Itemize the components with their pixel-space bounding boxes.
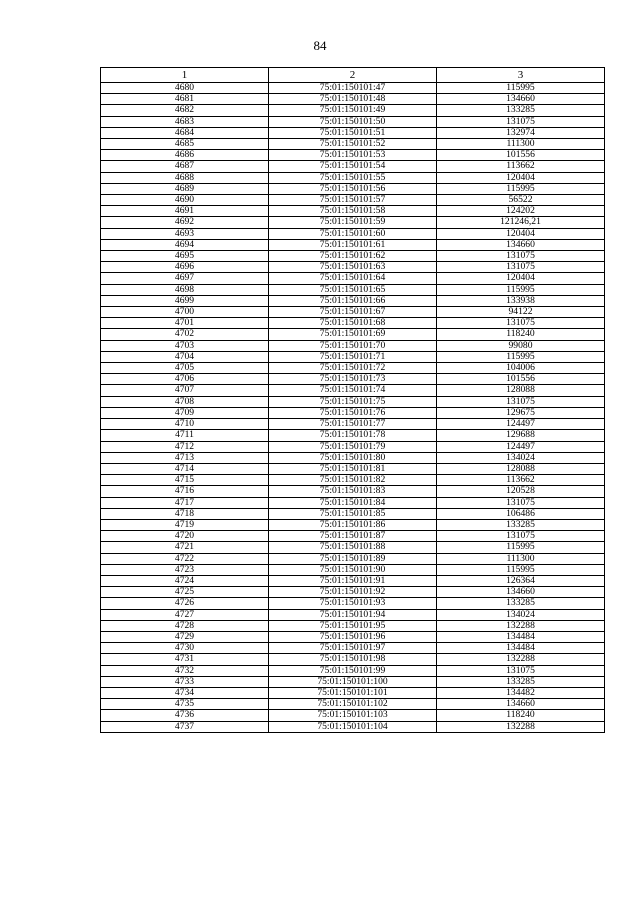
table-cell: 4714 [101,463,269,474]
table-row [101,239,605,250]
table-cell: 75:01:150101:95 [269,620,437,631]
table-cell: 134660 [437,239,605,250]
table-cell: 75:01:150101:89 [269,553,437,564]
table-cell: 4713 [101,452,269,463]
table-cell: 132288 [437,721,605,732]
table-cell: 133285 [437,105,605,116]
table-cell: 75:01:150101:70 [269,340,437,351]
table-cell: 75:01:150101:84 [269,497,437,508]
table-cell: 113662 [437,475,605,486]
page-number: 84 [313,38,327,53]
table-cell: 4729 [101,631,269,642]
table-cell: 4724 [101,575,269,586]
table-row [101,553,605,564]
table-cell: 128088 [437,463,605,474]
table-cell: 120404 [437,273,605,284]
table-cell: 131075 [437,531,605,542]
table-cell: 4695 [101,251,269,262]
table-row [101,463,605,474]
table-cell: 4690 [101,195,269,206]
table-cell: 99080 [437,340,605,351]
table-cell: 133285 [437,598,605,609]
table-cell: 75:01:150101:54 [269,161,437,172]
table-cell: 75:01:150101:85 [269,508,437,519]
table-row [101,654,605,665]
table-row [101,665,605,676]
table-cell: 115995 [437,183,605,194]
table-cell: 129675 [437,407,605,418]
table-cell: 4694 [101,239,269,250]
table-cell: 75:01:150101:78 [269,430,437,441]
table-cell: 4697 [101,273,269,284]
table-cell: 4735 [101,699,269,710]
table-cell: 75:01:150101:56 [269,183,437,194]
table-row [101,407,605,418]
table-cell: 134482 [437,687,605,698]
table-cell: 75:01:150101:55 [269,172,437,183]
table-cell: 75:01:150101:77 [269,419,437,430]
table-row [101,295,605,306]
table-cell: 124202 [437,206,605,217]
table-row [101,139,605,150]
table-row [101,251,605,262]
table-cell: 134660 [437,587,605,598]
table-row [101,419,605,430]
table-cell: 75:01:150101:81 [269,463,437,474]
table-cell: 4711 [101,430,269,441]
table-row [101,609,605,620]
table-cell: 4722 [101,553,269,564]
table-cell: 4708 [101,396,269,407]
table-cell: 75:01:150101:102 [269,699,437,710]
table-cell: 131075 [437,665,605,676]
table-cell: 75:01:150101:79 [269,441,437,452]
table-cell: 4709 [101,407,269,418]
table-row [101,228,605,239]
table-cell: 75:01:150101:72 [269,363,437,374]
table-cell: 129688 [437,430,605,441]
table-row [101,643,605,654]
table-cell: 4684 [101,127,269,138]
table-row [101,486,605,497]
table-cell: 75:01:150101:74 [269,385,437,396]
data-table [100,67,605,733]
table-cell: 134484 [437,643,605,654]
table-cell: 75:01:150101:59 [269,217,437,228]
table-cell: 4682 [101,105,269,116]
table-row [101,508,605,519]
table-cell: 75:01:150101:47 [269,83,437,94]
table-cell: 75:01:150101:87 [269,531,437,542]
table-cell: 4704 [101,351,269,362]
table-cell: 4721 [101,542,269,553]
table-cell: 75:01:150101:69 [269,329,437,340]
table-row [101,598,605,609]
table-row [101,374,605,385]
table-row [101,172,605,183]
table-cell: 4733 [101,676,269,687]
table-cell: 4715 [101,475,269,486]
table-cell: 75:01:150101:64 [269,273,437,284]
table-row [101,531,605,542]
table-cell: 75:01:150101:86 [269,519,437,530]
table-cell: 4710 [101,419,269,430]
table-cell: 75:01:150101:57 [269,195,437,206]
table-cell: 75:01:150101:61 [269,239,437,250]
table-cell: 75:01:150101:93 [269,598,437,609]
table-cell: 124497 [437,419,605,430]
table-cell: 131075 [437,251,605,262]
table-cell: 134660 [437,699,605,710]
table-cell: 4716 [101,486,269,497]
table-cell: 4723 [101,564,269,575]
table-cell: 4727 [101,609,269,620]
table-header [101,68,605,83]
table-cell: 4719 [101,519,269,530]
table-row [101,307,605,318]
table-cell: 4720 [101,531,269,542]
table-cell: 4693 [101,228,269,239]
table-cell: 75:01:150101:88 [269,542,437,553]
table-row [101,273,605,284]
table-cell: 4705 [101,363,269,374]
table-cell: 128088 [437,385,605,396]
table-cell: 75:01:150101:71 [269,351,437,362]
table-cell: 75:01:150101:68 [269,318,437,329]
table-cell: 75:01:150101:51 [269,127,437,138]
table-cell: 4736 [101,710,269,721]
table-row [101,318,605,329]
table-cell: 75:01:150101:50 [269,116,437,127]
table-cell: 121246,21 [437,217,605,228]
table-header-row [101,68,605,83]
table-cell: 4686 [101,150,269,161]
table-cell: 75:01:150101:66 [269,295,437,306]
table-row [101,620,605,631]
table-row [101,195,605,206]
table-cell: 118240 [437,710,605,721]
table-cell: 4692 [101,217,269,228]
table-cell: 4728 [101,620,269,631]
column-header: 1 [101,68,269,83]
table-cell: 4681 [101,94,269,105]
table-cell: 4707 [101,385,269,396]
table-row [101,217,605,228]
table-cell: 115995 [437,284,605,295]
table-cell: 134660 [437,94,605,105]
table-cell: 4734 [101,687,269,698]
table-cell: 126364 [437,575,605,586]
table-cell: 118240 [437,329,605,340]
table-row [101,564,605,575]
table-row [101,116,605,127]
table-row [101,631,605,642]
table-body [101,83,605,733]
table-cell: 4712 [101,441,269,452]
table-cell: 4726 [101,598,269,609]
table-cell: 75:01:150101:52 [269,139,437,150]
table-cell: 94122 [437,307,605,318]
table-cell: 131075 [437,497,605,508]
table-row [101,676,605,687]
table-cell: 75:01:150101:75 [269,396,437,407]
table-cell: 120404 [437,228,605,239]
table-row [101,83,605,94]
table-row [101,575,605,586]
table-cell: 75:01:150101:49 [269,105,437,116]
table-cell: 75:01:150101:60 [269,228,437,239]
table-cell: 4699 [101,295,269,306]
table-row [101,519,605,530]
table-cell: 104006 [437,363,605,374]
table-cell: 111300 [437,139,605,150]
table-cell: 4680 [101,83,269,94]
table-cell: 4691 [101,206,269,217]
table-cell: 101556 [437,150,605,161]
table-cell: 134024 [437,452,605,463]
table-cell: 113662 [437,161,605,172]
table-cell: 75:01:150101:63 [269,262,437,273]
table-row [101,441,605,452]
column-header: 3 [437,68,605,83]
table-cell: 134484 [437,631,605,642]
table-row [101,351,605,362]
table-cell: 120404 [437,172,605,183]
table-cell: 75:01:150101:91 [269,575,437,586]
table-cell: 75:01:150101:94 [269,609,437,620]
table-cell: 133285 [437,676,605,687]
table-cell: 75:01:150101:80 [269,452,437,463]
table-cell: 75:01:150101:101 [269,687,437,698]
table-cell: 4706 [101,374,269,385]
table-cell: 4732 [101,665,269,676]
table-cell: 111300 [437,553,605,564]
table-cell: 132288 [437,654,605,665]
table-cell: 131075 [437,318,605,329]
table-cell: 75:01:150101:103 [269,710,437,721]
table-row [101,206,605,217]
table-row [101,284,605,295]
table-cell: 4737 [101,721,269,732]
table-cell: 131075 [437,116,605,127]
table-cell: 115995 [437,542,605,553]
table-row [101,262,605,273]
table-cell: 4725 [101,587,269,598]
table-row [101,710,605,721]
table-cell: 131075 [437,396,605,407]
table-row [101,161,605,172]
table-cell: 75:01:150101:67 [269,307,437,318]
table-cell: 75:01:150101:58 [269,206,437,217]
table-row [101,587,605,598]
table-cell: 132288 [437,620,605,631]
table-cell: 75:01:150101:53 [269,150,437,161]
table-cell: 75:01:150101:48 [269,94,437,105]
table-cell: 4730 [101,643,269,654]
table-cell: 75:01:150101:96 [269,631,437,642]
table-cell: 75:01:150101:90 [269,564,437,575]
table-row [101,430,605,441]
table-cell: 56522 [437,195,605,206]
table-cell: 106486 [437,508,605,519]
table-cell: 4718 [101,508,269,519]
table-row [101,699,605,710]
table-cell: 4687 [101,161,269,172]
table-cell: 75:01:150101:82 [269,475,437,486]
table-cell: 4683 [101,116,269,127]
table-cell: 75:01:150101:76 [269,407,437,418]
table-row [101,721,605,732]
table-cell: 75:01:150101:65 [269,284,437,295]
table-row [101,452,605,463]
table-cell: 4700 [101,307,269,318]
table-cell: 124497 [437,441,605,452]
table-cell: 115995 [437,351,605,362]
table-cell: 75:01:150101:104 [269,721,437,732]
table-cell: 4698 [101,284,269,295]
table-row [101,396,605,407]
table-cell: 101556 [437,374,605,385]
table-cell: 4702 [101,329,269,340]
table-cell: 75:01:150101:97 [269,643,437,654]
table-row [101,385,605,396]
table-row [101,127,605,138]
table-row [101,475,605,486]
table-cell: 75:01:150101:73 [269,374,437,385]
table-row [101,542,605,553]
table-cell: 75:01:150101:100 [269,676,437,687]
table-row [101,94,605,105]
table-cell: 4701 [101,318,269,329]
table-row [101,150,605,161]
table-cell: 133938 [437,295,605,306]
column-header: 2 [269,68,437,83]
table-cell: 4689 [101,183,269,194]
table-cell: 115995 [437,564,605,575]
table-row [101,105,605,116]
table-cell: 75:01:150101:98 [269,654,437,665]
table-cell: 4696 [101,262,269,273]
table-row [101,497,605,508]
table-cell: 4731 [101,654,269,665]
table-cell: 75:01:150101:92 [269,587,437,598]
table-cell: 4688 [101,172,269,183]
table-cell: 131075 [437,262,605,273]
table-cell: 115995 [437,83,605,94]
table-cell: 75:01:150101:62 [269,251,437,262]
table-cell: 75:01:150101:99 [269,665,437,676]
table-cell: 75:01:150101:83 [269,486,437,497]
table-cell: 134024 [437,609,605,620]
table-row [101,183,605,194]
table-row [101,363,605,374]
table-cell: 133285 [437,519,605,530]
table-row [101,687,605,698]
table-cell: 4703 [101,340,269,351]
table-cell: 4717 [101,497,269,508]
table-cell: 132974 [437,127,605,138]
table-cell: 120528 [437,486,605,497]
table-row [101,340,605,351]
table-row [101,329,605,340]
table-cell: 4685 [101,139,269,150]
